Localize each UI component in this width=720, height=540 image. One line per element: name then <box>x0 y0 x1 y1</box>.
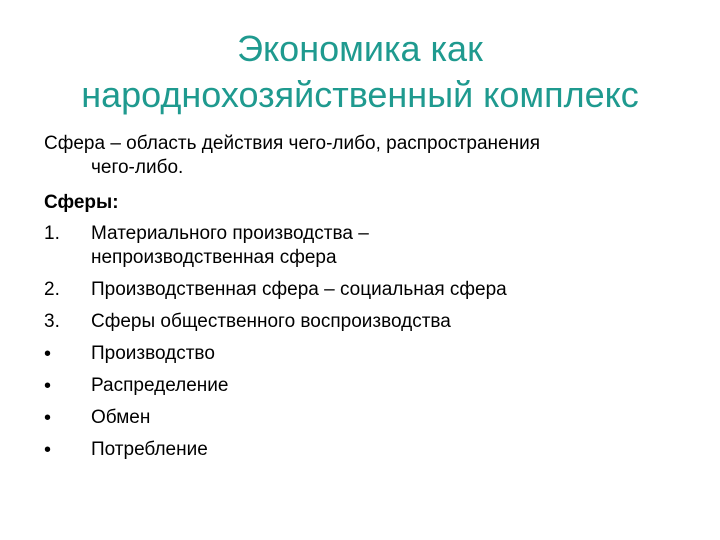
bullet-icon: • <box>44 375 52 397</box>
slide-body <box>44 132 684 470</box>
numbered-item-2 <box>44 278 684 302</box>
slide-title <box>20 26 700 118</box>
list-number: 1. <box>44 223 60 244</box>
list-item-line-1: Производственная сфера – социальная сфера <box>91 279 507 300</box>
list-item-line-1: Материального производства – <box>91 223 369 244</box>
bullet-item-text: Распределение <box>91 375 229 396</box>
numbered-item-1 <box>44 222 684 270</box>
bullet-item-2 <box>44 374 684 398</box>
bullet-icon: • <box>44 407 52 429</box>
bullet-item-1 <box>44 342 684 366</box>
bullet-item-text: Обмен <box>91 407 151 428</box>
list-item-text <box>91 222 369 270</box>
spheres-heading: Сферы: <box>44 192 119 213</box>
list-item-line-2: непроизводственная сфера <box>91 247 337 268</box>
bullet-item-text: Производство <box>91 343 215 364</box>
definition-line-2: чего-либо. <box>91 157 184 178</box>
numbered-item-3 <box>44 310 684 334</box>
bullet-icon: • <box>44 439 52 461</box>
slide-title-line-1: Экономика как <box>237 28 483 69</box>
definition-paragraph <box>44 132 684 180</box>
definition-line-1: Сфера – область действия чего-либо, распространения <box>44 133 540 154</box>
list-item-line-1: Сферы общественного воспроизводства <box>91 311 451 332</box>
bullet-item-4 <box>44 438 684 462</box>
bullet-icon: • <box>44 343 52 365</box>
list-item-text <box>91 278 507 302</box>
slide-title-line-2: народнохозяйственный комплекс <box>81 74 639 115</box>
list-number: 3. <box>44 311 60 332</box>
bullet-item-3 <box>44 406 684 430</box>
list-number: 2. <box>44 279 60 300</box>
list-item-text <box>91 310 451 334</box>
bullet-item-text: Потребление <box>91 439 208 460</box>
